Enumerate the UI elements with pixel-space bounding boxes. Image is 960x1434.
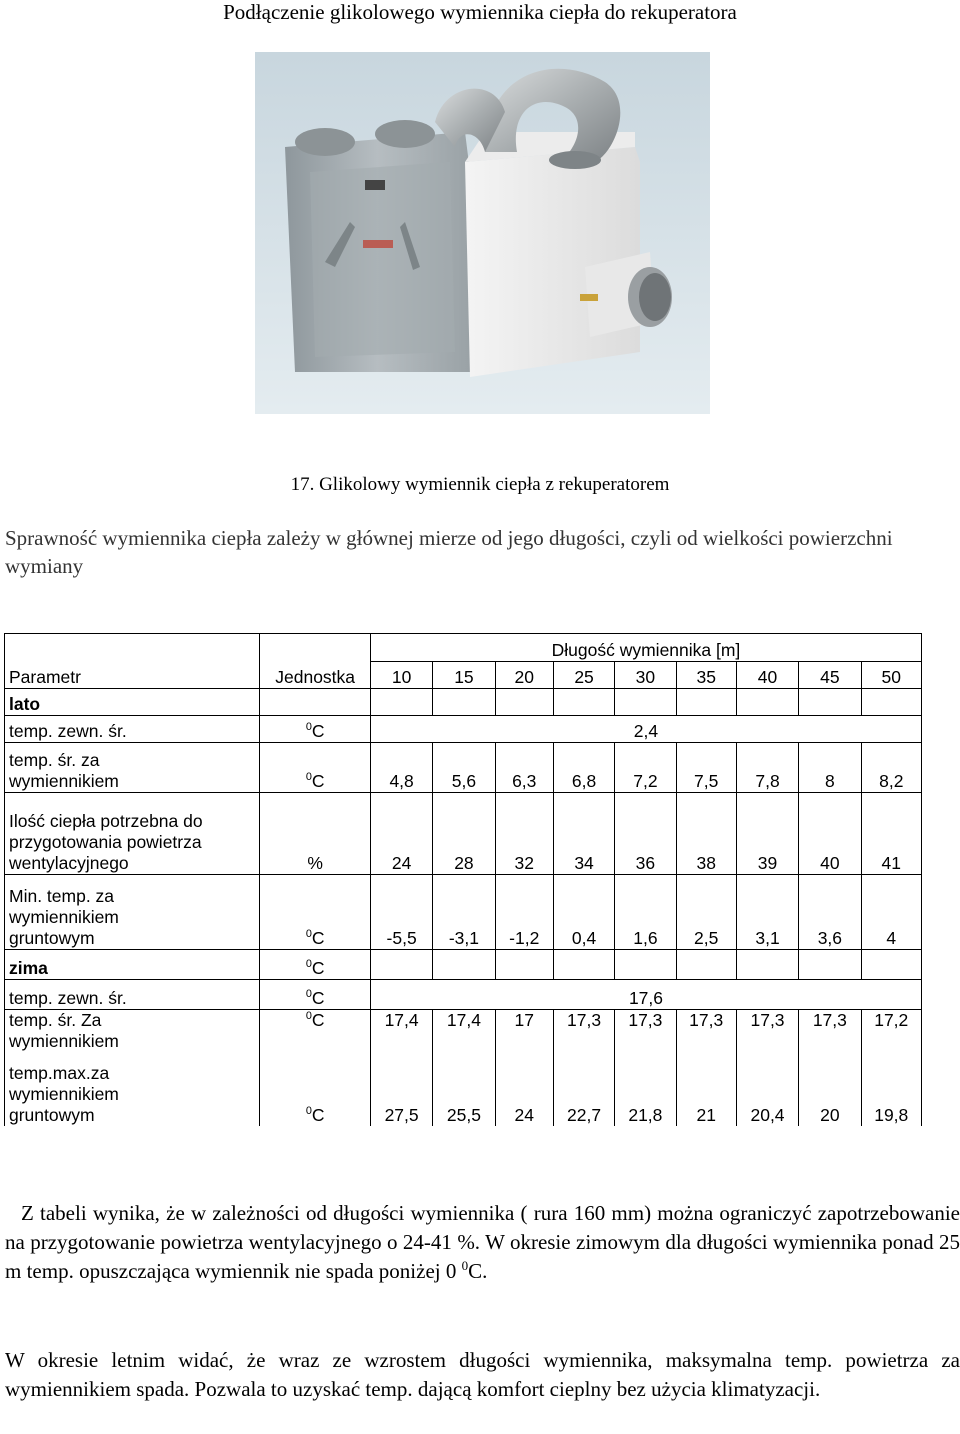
spanned-value: 2,4 <box>370 716 921 743</box>
row-label: temp. zewn. śr. <box>5 980 260 1010</box>
value-cell: 17,4 <box>370 1010 432 1056</box>
value-cell: 7,2 <box>615 743 676 793</box>
value-cell: 4,8 <box>370 743 432 793</box>
unit-cell: $^0$C <box>260 980 371 1010</box>
value-cell: 17,3 <box>736 1010 798 1056</box>
value-cell: 3,1 <box>736 875 798 950</box>
value-cell: 19,8 <box>861 1056 921 1126</box>
section-label-zima: zima <box>5 950 260 980</box>
value-cell: 1,6 <box>615 875 676 950</box>
value-cell: -5,5 <box>370 875 432 950</box>
value-cell: 40 <box>799 793 861 875</box>
value-cell: 17,3 <box>799 1010 861 1056</box>
unit-cell: $^0$C <box>260 716 371 743</box>
unit-cell: $^0$C <box>260 950 371 980</box>
value-cell: 7,5 <box>676 743 736 793</box>
header-length: 15 <box>433 662 495 689</box>
value-cell: 28 <box>433 793 495 875</box>
unit-cell: $^0$C <box>260 875 371 950</box>
group-header-row <box>5 634 922 662</box>
value-cell: 17 <box>495 1010 553 1056</box>
value-cell: 3,6 <box>799 875 861 950</box>
value-cell: 6,3 <box>495 743 553 793</box>
header-length: 45 <box>799 662 861 689</box>
value-cell: 20 <box>799 1056 861 1126</box>
value-cell: 34 <box>553 793 614 875</box>
value-cell: 17,3 <box>553 1010 614 1056</box>
table-row <box>5 875 922 950</box>
header-row <box>5 662 922 689</box>
table-row <box>5 1010 922 1056</box>
product-photo <box>255 52 710 414</box>
value-cell: 4 <box>861 875 921 950</box>
header-length: 20 <box>495 662 553 689</box>
conclusion-paragraph-winter: Z tabeli wynika, że w zależności od długości wymiennika ( rura 160 mm) można ograniczyć zapotrzebowanie na przygotowanie powietrza wentylacyjnego o 24-41 %. W okresie zimowym dla długości wymiennika ponad 25 m temp. opuszczająca wymiennik nie spada poniżej 0 $^0$C. <box>5 1201 960 1283</box>
value-cell: 5,6 <box>433 743 495 793</box>
conclusion-paragraph-summer: W okresie letnim widać, że wraz ze wzrostem długości wymiennika, maksymalna temp. powietrza za wymiennikiem spada. Pozwala to uzyskać temp. dającą komfort cieplny bez użycia klimatyzacji. <box>5 1348 960 1401</box>
value-cell: 0,4 <box>553 875 614 950</box>
section-label-lato: lato <box>5 689 260 716</box>
unit-cell: $^0$C <box>260 1056 371 1126</box>
header-length: 40 <box>736 662 798 689</box>
header-length: 10 <box>370 662 432 689</box>
header-jednostka: Jednostka <box>260 662 371 689</box>
value-cell: 21 <box>676 1056 736 1126</box>
table-row <box>5 793 922 875</box>
row-label: temp.max.za wymiennikiem gruntowym <box>5 1056 260 1126</box>
value-cell: 24 <box>370 793 432 875</box>
value-cell: 22,7 <box>553 1056 614 1126</box>
table-row <box>5 716 922 743</box>
row-label: temp. śr. za wymiennikiem <box>5 743 260 793</box>
figure-caption: 17. Glikolowy wymiennik ciepła z rekuperatorem <box>290 474 670 495</box>
table-row <box>5 980 922 1010</box>
value-cell: -1,2 <box>495 875 553 950</box>
row-label: Ilość ciepła potrzebna do przygotowania powietrza wentylacyjnego <box>5 793 260 875</box>
value-cell: 36 <box>615 793 676 875</box>
value-cell: 17,3 <box>676 1010 736 1056</box>
value-cell: 6,8 <box>553 743 614 793</box>
value-cell: 17,2 <box>861 1010 921 1056</box>
value-cell: 7,8 <box>736 743 798 793</box>
value-cell: 17,3 <box>615 1010 676 1056</box>
value-cell: -3,1 <box>433 875 495 950</box>
header-length: 35 <box>676 662 736 689</box>
value-cell: 38 <box>676 793 736 875</box>
header-length: 30 <box>615 662 676 689</box>
value-cell: 2,5 <box>676 875 736 950</box>
value-cell: 32 <box>495 793 553 875</box>
row-label: temp. śr. Za wymiennikiem <box>5 1010 260 1056</box>
table-row <box>5 1056 922 1126</box>
value-cell: 41 <box>861 793 921 875</box>
value-cell: 27,5 <box>370 1056 432 1126</box>
length-group-header: Długość wymiennika [m] <box>370 634 921 662</box>
value-cell: 24 <box>495 1056 553 1126</box>
header-length: 50 <box>861 662 921 689</box>
value-cell: 17,4 <box>433 1010 495 1056</box>
page-title: Podłączenie glikolowego wymiennika ciepła do rekuperatora <box>223 0 737 24</box>
value-cell: 20,4 <box>736 1056 798 1126</box>
header-parametr: Parametr <box>5 662 260 689</box>
row-label: Min. temp. za wymiennikiem gruntowym <box>5 875 260 950</box>
unit-cell: $^0$C <box>260 1010 371 1056</box>
value-cell: 39 <box>736 793 798 875</box>
row-label: temp. zewn. śr. <box>5 716 260 743</box>
value-cell: 8 <box>799 743 861 793</box>
table-row <box>5 743 922 793</box>
value-cell: 8,2 <box>861 743 921 793</box>
header-length: 25 <box>553 662 614 689</box>
value-cell: 21,8 <box>615 1056 676 1126</box>
section-row-zima <box>5 950 922 980</box>
section-row-lato <box>5 689 922 716</box>
spanned-value: 17,6 <box>370 980 921 1010</box>
intro-paragraph: Sprawność wymiennika ciepła zależy w głównej mierze od jego długości, czyli od wielkości powierzchni wymiany <box>5 526 893 578</box>
unit-cell: % <box>260 793 371 875</box>
exchanger-table <box>4 633 922 1126</box>
unit-cell: $^0$C <box>260 743 371 793</box>
value-cell: 25,5 <box>433 1056 495 1126</box>
